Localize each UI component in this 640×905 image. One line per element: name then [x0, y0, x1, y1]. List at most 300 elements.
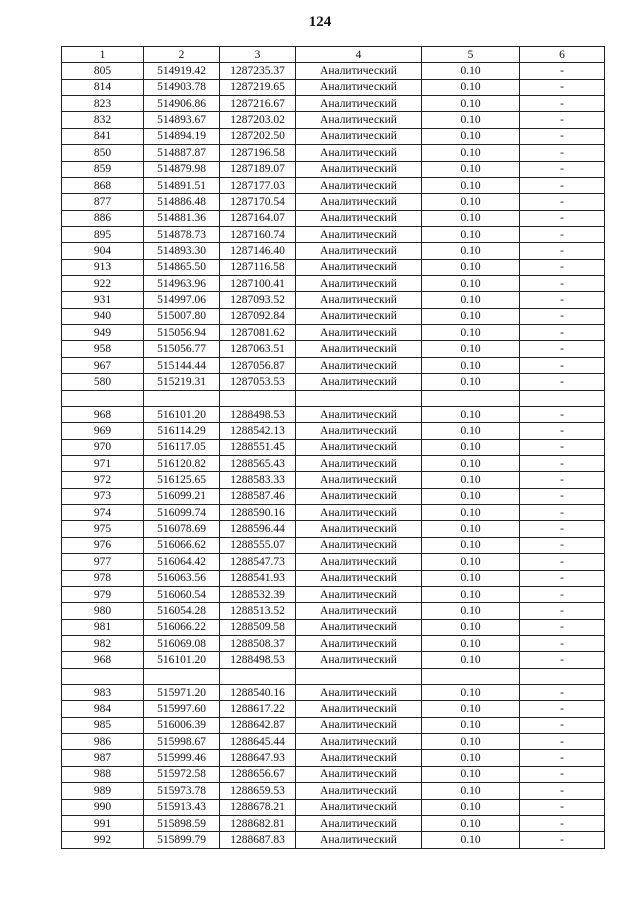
table-cell: 1288565.43	[220, 455, 296, 471]
table-cell: -	[520, 472, 605, 488]
table-cell: -	[520, 701, 605, 717]
table-cell: 0.10	[422, 161, 520, 177]
table-row	[62, 750, 605, 766]
table-cell: Аналитический	[296, 357, 422, 373]
table-cell: 516069.08	[144, 635, 220, 651]
table-cell: 1288647.93	[220, 750, 296, 766]
table-cell: Аналитический	[296, 455, 422, 471]
table-cell: Аналитический	[296, 734, 422, 750]
table-cell: 0.10	[422, 783, 520, 799]
table-cell: 1288508.37	[220, 635, 296, 651]
table-cell: 979	[62, 586, 144, 602]
table-cell: 0.10	[422, 635, 520, 651]
table-cell: -	[520, 439, 605, 455]
table-cell: 516101.20	[144, 406, 220, 422]
table-cell: Аналитический	[296, 766, 422, 782]
table-cell: 0.10	[422, 325, 520, 341]
table-row	[62, 161, 605, 177]
table-cell: Аналитический	[296, 406, 422, 422]
table-cell: -	[520, 161, 605, 177]
table-cell: -	[520, 423, 605, 439]
table-cell: 904	[62, 243, 144, 259]
page-number: 124	[308, 14, 332, 30]
table-cell: 973	[62, 488, 144, 504]
column-header: 6	[520, 47, 605, 63]
table-cell: Аналитический	[296, 505, 422, 521]
table-cell	[422, 390, 520, 406]
table-cell: 986	[62, 734, 144, 750]
table-row	[62, 832, 605, 848]
table-cell: 0.10	[422, 832, 520, 848]
table-row	[62, 472, 605, 488]
table-cell	[144, 390, 220, 406]
table-cell: Аналитический	[296, 276, 422, 292]
table-cell: 516060.54	[144, 586, 220, 602]
table-cell: 515997.60	[144, 701, 220, 717]
table-cell: Аналитический	[296, 799, 422, 815]
table-cell: 516099.74	[144, 505, 220, 521]
table-cell: 516117.05	[144, 439, 220, 455]
table-cell: 515972.58	[144, 766, 220, 782]
table-cell: -	[520, 79, 605, 95]
table-row	[62, 128, 605, 144]
table-row	[62, 766, 605, 782]
table-cell: 514893.30	[144, 243, 220, 259]
table-row	[62, 243, 605, 259]
table-cell: 823	[62, 96, 144, 112]
table-row	[62, 259, 605, 275]
table-cell: 0.10	[422, 357, 520, 373]
table-cell	[296, 668, 422, 684]
table-cell: Аналитический	[296, 308, 422, 324]
table-cell: 974	[62, 505, 144, 521]
table-cell: Аналитический	[296, 341, 422, 357]
table-cell: 0.10	[422, 63, 520, 79]
table-row	[62, 357, 605, 373]
table-cell: 1287092.84	[220, 308, 296, 324]
table-cell: 968	[62, 652, 144, 668]
table-cell: Аналитический	[296, 79, 422, 95]
table-cell: -	[520, 635, 605, 651]
table-cell: -	[520, 734, 605, 750]
table-cell: 1287146.40	[220, 243, 296, 259]
table-cell: Аналитический	[296, 177, 422, 193]
table-row	[62, 815, 605, 831]
table-row	[62, 521, 605, 537]
table-cell: 992	[62, 832, 144, 848]
table-cell: 0.10	[422, 586, 520, 602]
table-cell: 0.10	[422, 259, 520, 275]
table-row	[62, 685, 605, 701]
table-row	[62, 308, 605, 324]
table-row	[62, 635, 605, 651]
table-cell: 0.10	[422, 472, 520, 488]
table-cell: 1287170.54	[220, 194, 296, 210]
table-row	[62, 554, 605, 570]
table-cell: 1288617.22	[220, 701, 296, 717]
table-cell: -	[520, 210, 605, 226]
table-cell: Аналитический	[296, 292, 422, 308]
table-cell: 1287219.65	[220, 79, 296, 95]
table-cell: -	[520, 766, 605, 782]
table-row	[62, 194, 605, 210]
table-cell: 970	[62, 439, 144, 455]
table-cell: -	[520, 488, 605, 504]
table-cell: 949	[62, 325, 144, 341]
table-cell: 515007.80	[144, 308, 220, 324]
table-row	[62, 79, 605, 95]
table-cell: 1287093.52	[220, 292, 296, 308]
table-cell: 931	[62, 292, 144, 308]
table-cell: 978	[62, 570, 144, 586]
table-cell: 1288498.53	[220, 406, 296, 422]
table-cell: 1288687.83	[220, 832, 296, 848]
table-cell: Аналитический	[296, 472, 422, 488]
table-cell: Аналитический	[296, 423, 422, 439]
table-cell: Аналитический	[296, 439, 422, 455]
table-cell: -	[520, 63, 605, 79]
table-cell: 0.10	[422, 374, 520, 390]
table-row	[62, 537, 605, 553]
table-cell: 0.10	[422, 439, 520, 455]
column-header: 5	[422, 47, 520, 63]
table-cell: 1288509.58	[220, 619, 296, 635]
table-cell: 0.10	[422, 815, 520, 831]
table-cell: -	[520, 815, 605, 831]
table-cell: -	[520, 750, 605, 766]
table-cell: 0.10	[422, 112, 520, 128]
table-cell: 922	[62, 276, 144, 292]
table-cell: 514878.73	[144, 226, 220, 242]
table-row	[62, 783, 605, 799]
table-cell: -	[520, 406, 605, 422]
table-cell: 515144.44	[144, 357, 220, 373]
table-cell: 0.10	[422, 734, 520, 750]
table-cell: 0.10	[422, 194, 520, 210]
table-cell: Аналитический	[296, 145, 422, 161]
table-cell: 1287216.67	[220, 96, 296, 112]
table-row	[62, 341, 605, 357]
table-row	[62, 63, 605, 79]
table-cell: 850	[62, 145, 144, 161]
table-cell: Аналитический	[296, 537, 422, 553]
table-cell: -	[520, 259, 605, 275]
table-cell: 516078.69	[144, 521, 220, 537]
table-cell: 514903.78	[144, 79, 220, 95]
table-cell: -	[520, 276, 605, 292]
table-cell: 0.10	[422, 554, 520, 570]
table-cell: Аналитический	[296, 652, 422, 668]
table-cell: 1287063.51	[220, 341, 296, 357]
table-row	[62, 177, 605, 193]
table-cell: 987	[62, 750, 144, 766]
table-cell: 981	[62, 619, 144, 635]
table-cell: 1287235.37	[220, 63, 296, 79]
table-cell: 0.10	[422, 210, 520, 226]
table-cell: 1288547.73	[220, 554, 296, 570]
table-cell: 0.10	[422, 603, 520, 619]
table-cell: 0.10	[422, 652, 520, 668]
table-cell: 1288540.16	[220, 685, 296, 701]
table-cell: Аналитический	[296, 586, 422, 602]
table-cell	[62, 390, 144, 406]
table-cell: Аналитический	[296, 128, 422, 144]
table-cell: -	[520, 619, 605, 635]
column-header: 4	[296, 47, 422, 63]
table-cell	[520, 390, 605, 406]
table-cell: 514894.19	[144, 128, 220, 144]
table-cell: -	[520, 537, 605, 553]
table-cell: 516064.42	[144, 554, 220, 570]
table-cell: Аналитический	[296, 570, 422, 586]
table-cell: 1288541.93	[220, 570, 296, 586]
table-cell: 1288498.53	[220, 652, 296, 668]
table-cell: 1287160.74	[220, 226, 296, 242]
table-cell: 1288682.81	[220, 815, 296, 831]
table-cell: 1288542.13	[220, 423, 296, 439]
table-cell: 859	[62, 161, 144, 177]
table-cell: -	[520, 685, 605, 701]
table-cell: -	[520, 717, 605, 733]
table-cell: 514893.67	[144, 112, 220, 128]
table-cell: 516114.29	[144, 423, 220, 439]
table-row	[62, 734, 605, 750]
table-row	[62, 406, 605, 422]
table-cell: 514879.98	[144, 161, 220, 177]
table-cell: 515998.67	[144, 734, 220, 750]
table-cell: 988	[62, 766, 144, 782]
table-row	[62, 652, 605, 668]
table-cell: 0.10	[422, 488, 520, 504]
table-cell: 0.10	[422, 145, 520, 161]
table-cell: 990	[62, 799, 144, 815]
table-cell: 975	[62, 521, 144, 537]
table-cell: 0.10	[422, 226, 520, 242]
table-cell: 1287116.58	[220, 259, 296, 275]
table-cell: 1288642.87	[220, 717, 296, 733]
table-cell: 1287053.53	[220, 374, 296, 390]
table-cell: 1288587.46	[220, 488, 296, 504]
table-cell: 841	[62, 128, 144, 144]
table-cell: 1287100.41	[220, 276, 296, 292]
table-cell: -	[520, 455, 605, 471]
table-cell: 516063.56	[144, 570, 220, 586]
table-cell: -	[520, 128, 605, 144]
table-cell: Аналитический	[296, 521, 422, 537]
table-cell: 0.10	[422, 799, 520, 815]
table-row	[62, 210, 605, 226]
table-cell: Аналитический	[296, 226, 422, 242]
table-cell: 971	[62, 455, 144, 471]
table-row	[62, 374, 605, 390]
table-cell: 1287202.50	[220, 128, 296, 144]
table-cell: -	[520, 357, 605, 373]
table-cell: -	[520, 112, 605, 128]
table-cell: 895	[62, 226, 144, 242]
table-cell: 515899.79	[144, 832, 220, 848]
table-row	[62, 603, 605, 619]
table-cell: 0.10	[422, 177, 520, 193]
table-row	[62, 325, 605, 341]
table-row	[62, 799, 605, 815]
table-cell: 977	[62, 554, 144, 570]
table-cell: 514997.06	[144, 292, 220, 308]
table-cell: 1288678.21	[220, 799, 296, 815]
table-cell: 984	[62, 701, 144, 717]
table-cell: 886	[62, 210, 144, 226]
table-cell: -	[520, 832, 605, 848]
table-cell: 958	[62, 341, 144, 357]
table-cell: Аналитический	[296, 194, 422, 210]
table-row	[62, 145, 605, 161]
table-row	[62, 619, 605, 635]
table-cell: -	[520, 145, 605, 161]
table-cell: 1288513.52	[220, 603, 296, 619]
table-row	[62, 390, 605, 406]
table-row	[62, 717, 605, 733]
table-row	[62, 505, 605, 521]
table-cell: 516120.82	[144, 455, 220, 471]
table-cell: 1287196.58	[220, 145, 296, 161]
table-cell: 514886.48	[144, 194, 220, 210]
table-cell: 1287177.03	[220, 177, 296, 193]
table-cell: 832	[62, 112, 144, 128]
table-header-row	[62, 47, 605, 63]
table-cell: 516054.28	[144, 603, 220, 619]
table-cell: -	[520, 652, 605, 668]
table-cell: 877	[62, 194, 144, 210]
table-cell: 514963.96	[144, 276, 220, 292]
table-cell: 515973.78	[144, 783, 220, 799]
table-cell: -	[520, 226, 605, 242]
table-cell: 1287056.87	[220, 357, 296, 373]
table-cell: 514865.50	[144, 259, 220, 275]
table-cell: Аналитический	[296, 63, 422, 79]
table-row	[62, 276, 605, 292]
table-cell: Аналитический	[296, 832, 422, 848]
table-row	[62, 439, 605, 455]
table-cell: -	[520, 325, 605, 341]
table-cell	[220, 390, 296, 406]
table-cell: 0.10	[422, 308, 520, 324]
table-cell: 983	[62, 685, 144, 701]
table-row	[62, 668, 605, 684]
table-cell: 989	[62, 783, 144, 799]
table-cell: 515898.59	[144, 815, 220, 831]
table-cell: 0.10	[422, 243, 520, 259]
table-cell: 976	[62, 537, 144, 553]
table-cell: 516125.65	[144, 472, 220, 488]
table-cell: 1288532.39	[220, 586, 296, 602]
table-cell: 972	[62, 472, 144, 488]
table-row	[62, 455, 605, 471]
table-cell	[422, 668, 520, 684]
table-cell: 1288555.07	[220, 537, 296, 553]
table-cell: 0.10	[422, 341, 520, 357]
table-cell: Аналитический	[296, 750, 422, 766]
table-cell: Аналитический	[296, 243, 422, 259]
column-header: 2	[144, 47, 220, 63]
table-cell: 515913.43	[144, 799, 220, 815]
table-cell: 982	[62, 635, 144, 651]
table-cell	[62, 668, 144, 684]
table-cell: -	[520, 177, 605, 193]
column-header: 1	[62, 47, 144, 63]
table-cell: -	[520, 308, 605, 324]
table-cell: -	[520, 586, 605, 602]
table-cell: 515999.46	[144, 750, 220, 766]
table-cell: 1288551.45	[220, 439, 296, 455]
table-cell: Аналитический	[296, 717, 422, 733]
table-row	[62, 570, 605, 586]
table-cell: -	[520, 374, 605, 390]
table-cell: -	[520, 570, 605, 586]
table-cell: 940	[62, 308, 144, 324]
table-cell: 0.10	[422, 701, 520, 717]
table-cell: 0.10	[422, 521, 520, 537]
table-row	[62, 423, 605, 439]
table-cell: Аналитический	[296, 488, 422, 504]
table-cell: 0.10	[422, 79, 520, 95]
table-cell: Аналитический	[296, 815, 422, 831]
table-cell: -	[520, 243, 605, 259]
table-cell: 805	[62, 63, 144, 79]
table-cell: 0.10	[422, 276, 520, 292]
table-cell: Аналитический	[296, 783, 422, 799]
table-cell: Аналитический	[296, 161, 422, 177]
table-cell: 0.10	[422, 423, 520, 439]
table-cell: 516066.62	[144, 537, 220, 553]
table-cell: -	[520, 292, 605, 308]
table-cell: 1288656.67	[220, 766, 296, 782]
table-cell: 516101.20	[144, 652, 220, 668]
table-cell: 0.10	[422, 766, 520, 782]
table-cell: Аналитический	[296, 374, 422, 390]
table-cell: -	[520, 505, 605, 521]
table-cell: 514906.86	[144, 96, 220, 112]
table-cell: Аналитический	[296, 701, 422, 717]
table-cell	[220, 668, 296, 684]
table-cell: 0.10	[422, 505, 520, 521]
table-cell: 0.10	[422, 128, 520, 144]
table-cell: -	[520, 341, 605, 357]
table-cell: 1288590.16	[220, 505, 296, 521]
table-cell: 985	[62, 717, 144, 733]
table-cell: Аналитический	[296, 603, 422, 619]
table-cell: -	[520, 799, 605, 815]
table-cell: 514881.36	[144, 210, 220, 226]
table-cell	[296, 390, 422, 406]
table-row	[62, 112, 605, 128]
table-cell: 1288596.44	[220, 521, 296, 537]
table-cell: 0.10	[422, 455, 520, 471]
table-cell: 967	[62, 357, 144, 373]
table-cell: Аналитический	[296, 210, 422, 226]
table-cell: 516066.22	[144, 619, 220, 635]
table-cell: -	[520, 194, 605, 210]
table-cell	[144, 668, 220, 684]
table-cell: 514891.51	[144, 177, 220, 193]
table-cell: 516099.21	[144, 488, 220, 504]
table-row	[62, 701, 605, 717]
table-cell: 0.10	[422, 292, 520, 308]
table-cell: 0.10	[422, 750, 520, 766]
table-cell: 1288583.33	[220, 472, 296, 488]
table-cell: 980	[62, 603, 144, 619]
table-cell: 1288645.44	[220, 734, 296, 750]
table-cell: 1287189.07	[220, 161, 296, 177]
table-cell: -	[520, 783, 605, 799]
